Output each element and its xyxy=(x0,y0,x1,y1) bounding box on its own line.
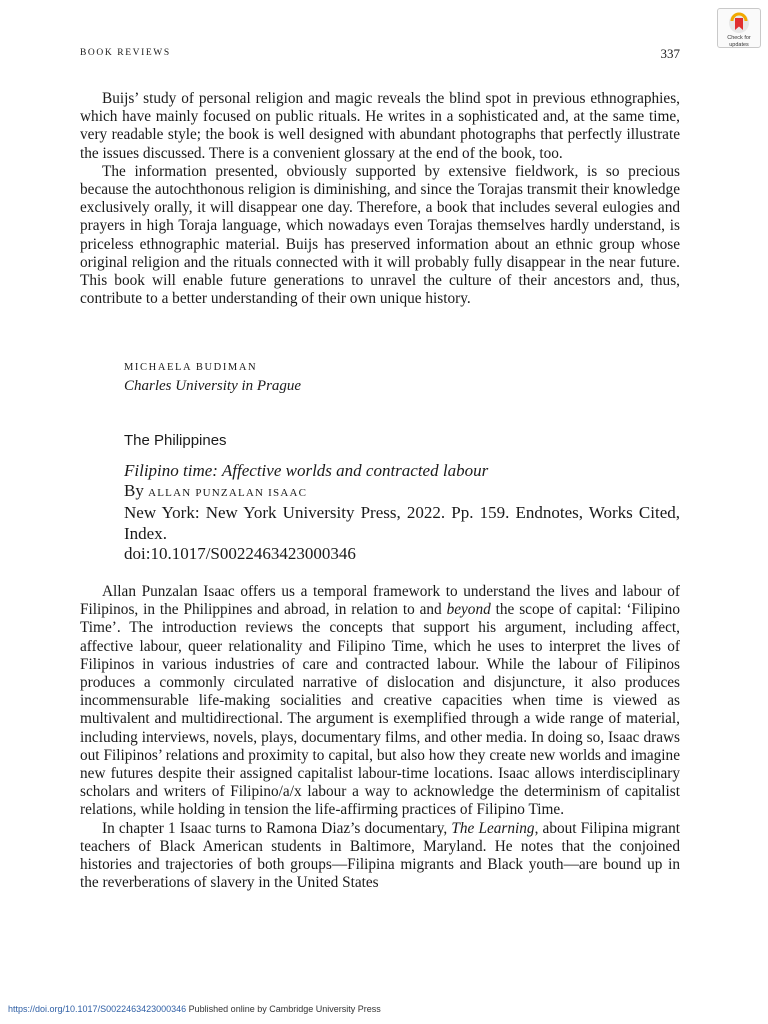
reviewer-name: MICHAELA BUDIMAN xyxy=(124,362,258,373)
running-header xyxy=(80,46,680,64)
running-title: BOOK REVIEWS xyxy=(80,48,171,58)
by-label: By xyxy=(124,481,144,501)
paragraph xyxy=(80,583,680,820)
emphasis: beyond xyxy=(446,601,491,619)
text-run: Allan Punzalan Isaac offers us a temporal framework to understand the lives and labour of Filipinos, in the Philippines and abroad, in relation to and xyxy=(80,583,680,619)
paragraph: Buijs’ study of personal religion and magic reveals the blind spot in previous ethnographies, which have mainly focused on public rituals. He writes in a sophisticated and, at the same time, very readable style; the book is well designed with abundant photographs that perfectly illustrate the issues discussed. There is a convenient glossary at the end of the book, too. xyxy=(80,90,680,162)
footer xyxy=(8,1004,381,1014)
book-entry xyxy=(124,461,680,564)
doi-link[interactable]: https://doi.org/10.1017/S0022463423000346 xyxy=(8,1004,187,1014)
book-byline xyxy=(124,481,680,503)
page-number: 337 xyxy=(660,46,680,61)
badge-text-line2: updates xyxy=(729,42,749,48)
text-run: , about Filipina migrant teachers of Black American students in Baltimore, Maryland. He notes that the conjoined histories and trajectories of both groups—Filipina migrants and Black youth—are bound up in the reverberations of slavery in the United States xyxy=(80,819,680,892)
paragraph xyxy=(80,820,680,893)
book-title: Filipino time: Affective worlds and contracted labour xyxy=(124,461,489,480)
film-title: The Learning xyxy=(451,819,535,837)
paragraph: The information presented, obviously supported by extensive fieldwork, is so precious because the autochthonous religion is diminishing, and since the Torajas transmit their knowledge exclusively orally, it will disappear one day. Therefore, a book that includes several eulogies and prayers in high Toraja language, which nowadays even Torajas themselves hardly understand, is priceless ethnographic material. Buijs has preserved information about an ethnic group whose original religion and the rituals connected with it will probably fully disappear in the near future. This book will enable future generations to unravel the culture of their ancestors and, thus, contribute to a better understanding of their own unique history. xyxy=(80,162,680,308)
reviewer-affiliation: Charles University in Prague xyxy=(124,378,302,394)
check-for-updates-badge[interactable] xyxy=(717,8,761,48)
reviewer-signature xyxy=(124,359,301,395)
footer-text: Published online by Cambridge University Press xyxy=(186,1004,381,1014)
text-run: In chapter 1 Isaac turns to Ramona Diaz’s documentary, xyxy=(102,819,452,837)
check-for-updates-icon xyxy=(728,12,750,34)
review-body-1 xyxy=(80,90,680,308)
book-author: ALLAN PUNZALAN ISAAC xyxy=(148,487,308,500)
review-body-2 xyxy=(80,583,680,892)
badge-text-line1: Check for xyxy=(727,35,751,41)
book-publication: New York: New York University Press, 2022. Pp. 159. Endnotes, Works Cited, Index. xyxy=(124,503,680,543)
text-run: the scope of capital: ‘Filipino Time’. The introduction reviews the concepts that support his argument, including affect, affective labour, queer relationality and Filipino Time, which he uses to interpret the lives of Filipinos in various industries of care and contracted labour. While the labour of Filipinos produces a commonly circulated narrative of dislocation and disjuncture, it also produces incommensurable life-making socialities and creative capacities when time is viewed as multivalent and multidirectional. The argument is exemplified through a wide range of material, including interviews, novels, plays, documentary films, and other media. In doing so, Isaac draws out Filipinos’ relations and proximity to capital, but also how they create new worlds and imagine new futures despite their assigned capitalist labour-time locations. Isaac allows interdisciplinary scholars and writers of Filipino/a/x labour a way to acknowledge the determinism of capitalist relations, while holding in tension the life-affirming practices of Filipino Time. xyxy=(80,601,680,819)
section-heading: The Philippines xyxy=(124,432,227,449)
book-doi[interactable]: doi:10.1017/S0022463423000346 xyxy=(124,543,356,563)
